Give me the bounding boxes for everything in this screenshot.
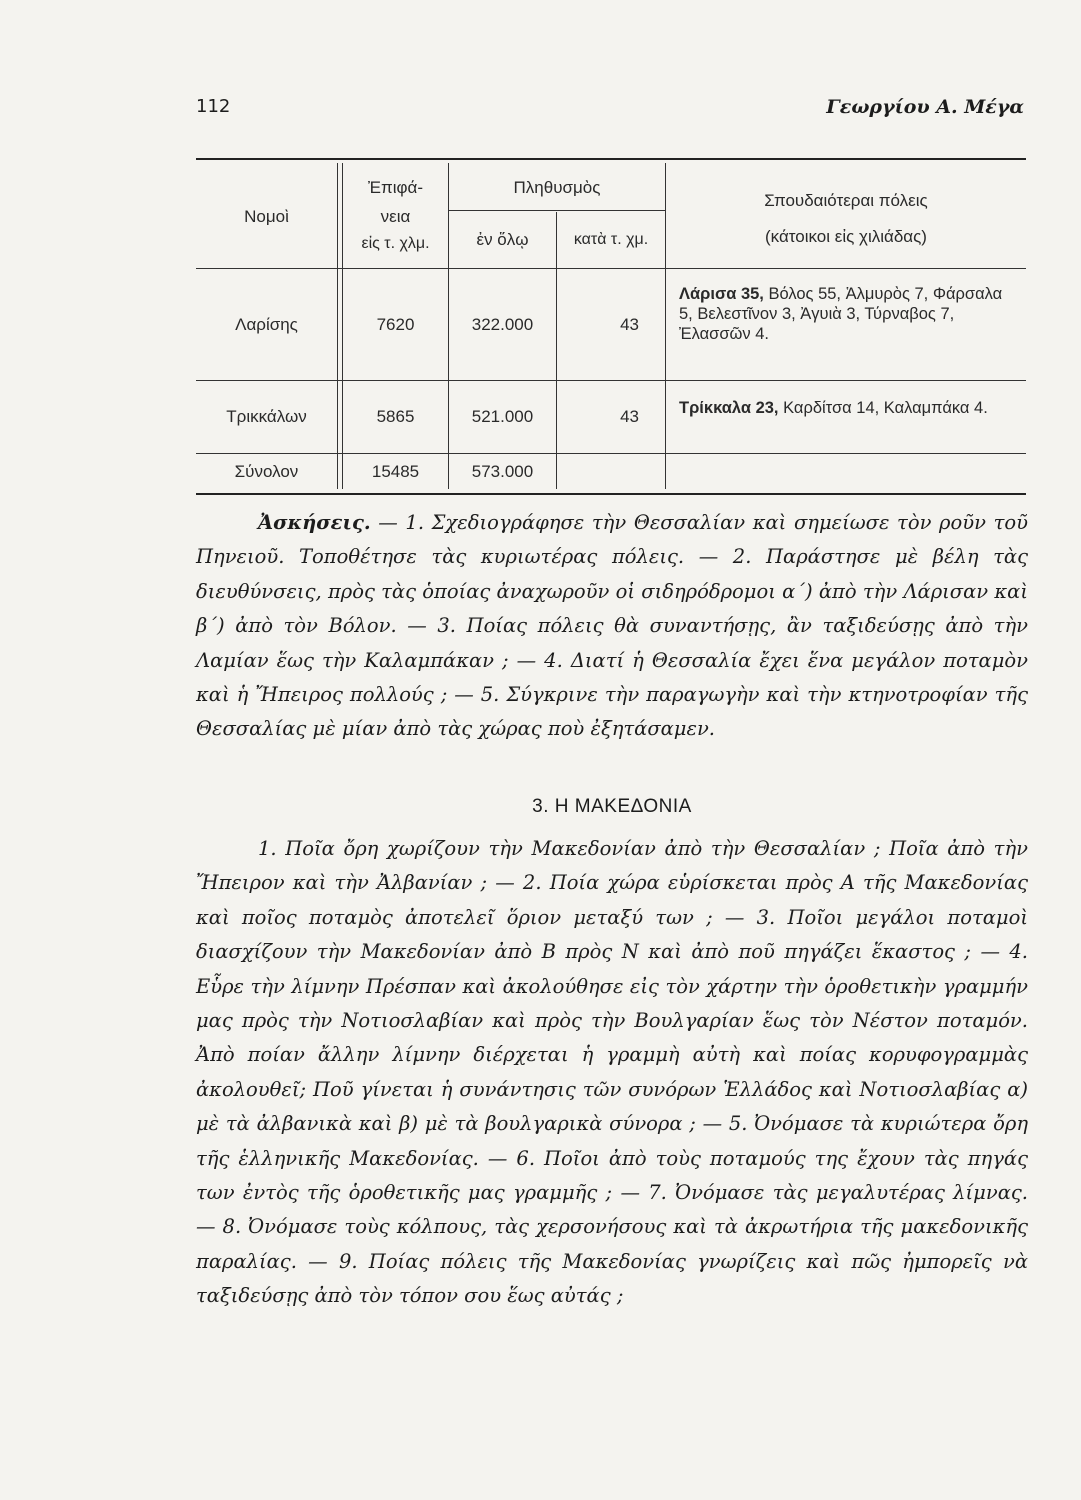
population-subheader-line (448, 210, 665, 211)
page-header (196, 96, 1024, 126)
row-nomos: Τρικκάλων (226, 407, 307, 426)
header-nomoi: Νομοὶ (244, 207, 289, 226)
section-title: 3. Η ΜΑΚΕΔΟΝΙΑ (532, 796, 692, 817)
page-number: 112 (196, 96, 231, 117)
row-cities (679, 398, 1019, 418)
row-other-cities: Βόλος 55, Ἁλμυρὸς 7, Φάρσαλα 5, Βελεστῖνον 3, Ἀγυιὰ 3, Τύρναβος 7, Ἐλασσῶν 4. (679, 285, 1003, 343)
row-other-cities: Καρδίτσα 14, Καλαμπάκα 4. (778, 399, 988, 417)
row-area: 7620 (376, 315, 415, 334)
row-divider (196, 453, 1026, 454)
table-bottom-rule (196, 493, 1026, 495)
total-label: Σύνολον (234, 462, 299, 481)
header-population: Πληθυσμὸς (513, 178, 601, 197)
table-top-rule (196, 158, 1026, 160)
header-cities-line2: (κάτοικοι εἰς χιλιάδας) (765, 227, 927, 246)
running-title: Γεωργίου Α. Μέγα (826, 96, 1024, 118)
column-divider (556, 212, 557, 489)
exercises-text: — 1. Σχεδιογράφησε τὴν Θεσσαλίαν καὶ σημείωσε τὸν ροῦν τοῦ Πηνειοῦ. Τοποθέτησε τὰς κυριωτέρας πόλεις. — 2. Παράστησε μὲ βέλη τὰς διευθύνσεις, πρὸς τὰς ὁποίας ἀναχωροῦν οἱ σιδηρόδρομοι α΄) ἀπὸ τὴν Λάρισαν καὶ β΄) ἀπὸ τὸν Βόλον. — 3. Ποίας πόλεις θὰ συναντήσῃς, ἂν ταξιδεύσῃς ἀπὸ τὴν Λαμίαν ἕως τὴν Καλαμπάκαν ; — 4. Διατί ἡ Θεσσαλία ἔχει ἕνα μεγάλον ποταμὸν καὶ ἡ Ἤπειρος πολλούς ; — 5. Σύγκρινε τὴν παραγωγὴν καὶ τὴν κτηνοτροφίαν τῆς Θεσσαλίας μὲ μίαν ἀπὸ τὰς χώρας ποὺ ἐξητάσαμεν. (196, 511, 1028, 741)
header-pop-density: κατὰ τ. χμ. (573, 231, 649, 248)
row-nomos: Λαρίσης (235, 315, 298, 334)
header-cities-line1: Σπουδαιότεραι πόλεις (764, 191, 928, 210)
row-density: 43 (620, 315, 639, 334)
questions-paragraph: 1. Ποῖα ὄρη χωρίζουν τὴν Μακεδονίαν ἀπὸ τὴν Θεσσαλίαν ; Ποῖα ἀπὸ τὴν Ἤπειρον καὶ τὴν Ἀλβανίαν ; — 2. Ποία χώρα εὑρίσκεται πρὸς Α τῆς Μακεδονίας καὶ ποῖος ποταμὸς ἀποτελεῖ ὅριον μεταξύ των ; — 3. Ποῖοι μεγάλοι ποταμοὶ διασχίζουν τὴν Μακεδονίαν ἀπὸ Β πρὸς Ν καὶ ἀπὸ ποῦ πηγάζει ἕκαστος ; — 4. Εὗρε τὴν λίμνην Πρέσπαν καὶ ἀκολούθησε εἰς τὸν χάρτην τὴν ὁροθετικὴν γραμμήν μας πρὸς τὴν Νοτιοσλαβίαν καὶ πρὸς τὴν Βουλγαρίαν ἕως τὸν Νέστον ποταμόν. Ἀπὸ ποίαν ἄλλην λίμνην διέρχεται ἡ γραμμὴ αὐτὴ καὶ ποίας κορυφογραμμὰς ἀκολουθεῖ; Ποῦ γίνεται ἡ συνάντησις τῶν συνόρων Ἑλλάδος καὶ Νοτιοσλαβίας α) μὲ τὰ ἀλβανικὰ καὶ β) μὲ τὰ βουλγαρικὰ σύνορα ; — 5. Ὀνόμασε τὰ κυριώτερα ὄρη τῆς ἑλληνικῆς Μακεδονίας. — 6. Ποῖοι ἀπὸ τοὺς ποταμούς της ἔχουν τὰς πηγάς των ἐντὸς τῆς ὁροθετικῆς μας γραμμῆς ; — 7. Ὀνόμασε τὰς μεγαλυτέρας λίμνας. — 8. Ὀνόμασε τοὺς κόλπους, τὰς χερσονήσους καὶ τὰ ἀκρωτήρια τῆς μακεδονικῆς παραλίας. — 9. Ποίας πόλεις τῆς Μακεδονίας γνωρίζεις καὶ πῶς ἠμπορεῖς νὰ ταξιδεύσῃς ἀπὸ τὸν τόπον σου ἕως αὐτάς ; (196, 837, 1028, 1308)
row-population: 521.000 (471, 407, 534, 426)
exercises-paragraph (196, 506, 1028, 747)
header-area-line1: Ἐπιφά- (367, 178, 424, 197)
row-population: 322.000 (471, 315, 534, 334)
row-main-city: Τρίκκαλα 23, (679, 399, 779, 417)
total-population: 573.000 (471, 462, 534, 481)
column-divider (665, 163, 666, 489)
exercises-label: Ἀσκήσεις. (258, 511, 371, 534)
total-area: 15485 (371, 462, 420, 481)
column-divider (337, 163, 338, 489)
row-cities (679, 284, 1019, 344)
header-area-line3: εἰς τ. χλμ. (361, 235, 430, 252)
row-area: 5865 (376, 407, 415, 426)
header-area-line2: νεια (380, 207, 411, 226)
row-main-city: Λάρισα 35, (679, 285, 764, 303)
header-pop-total: ἐν ὅλῳ (476, 230, 529, 249)
header-row-line (196, 268, 1026, 269)
row-density: 43 (620, 407, 639, 426)
row-divider (196, 380, 1026, 381)
